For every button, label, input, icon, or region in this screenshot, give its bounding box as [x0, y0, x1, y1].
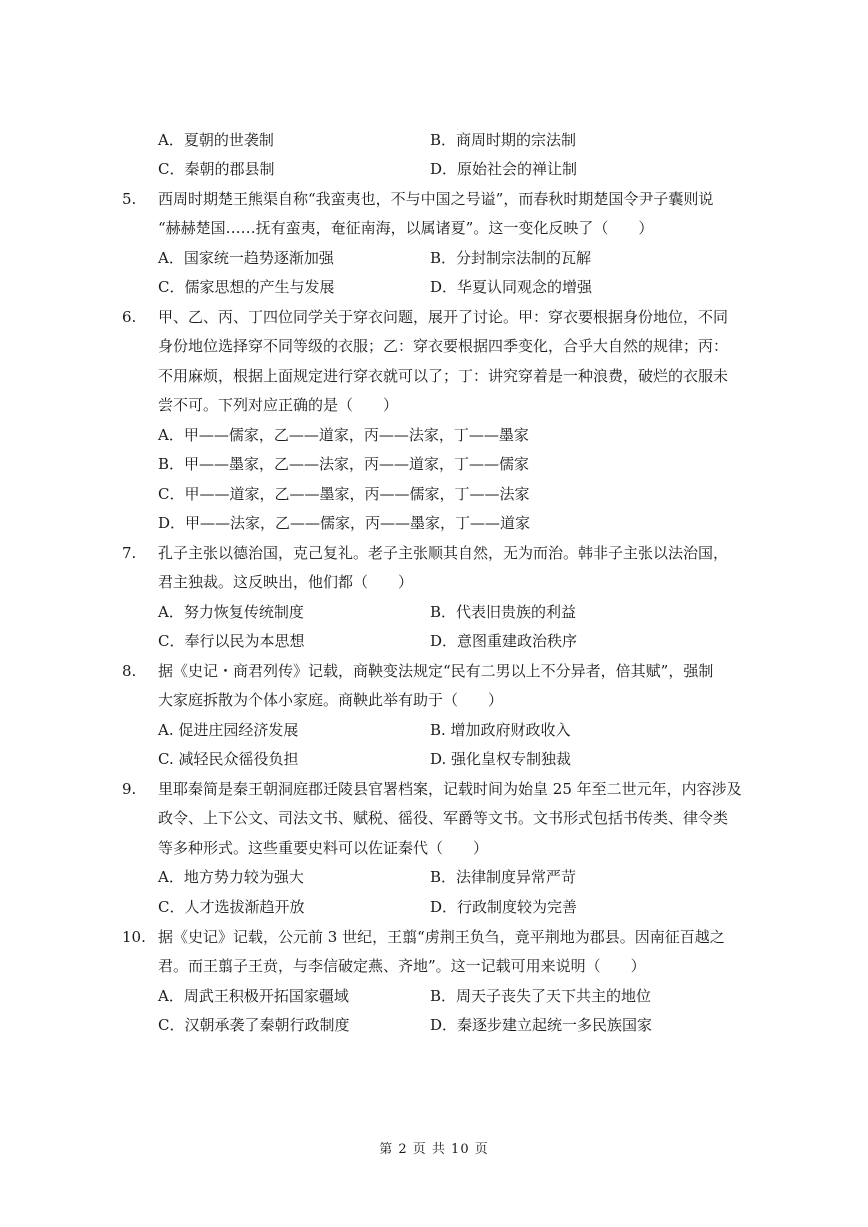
option-c: C．汉朝承袭了秦朝行政制度: [158, 1016, 350, 1034]
option-b: B. 增加政府财政收入: [430, 721, 571, 739]
option-a: A．国家统一趋势逐渐加强: [158, 249, 334, 267]
option-d: D．秦逐步建立起统一多民族国家: [430, 1016, 653, 1034]
question-number: 7.: [122, 544, 137, 562]
question-text: 不用麻烦，根据上面规定进行穿衣就可以了；丁：讲究穿着是一种浪费，破烂的衣服未: [158, 367, 729, 385]
option-b: B．商周时期的宗法制: [430, 131, 577, 149]
option-b: B．周天子丧失了天下共主的地位: [430, 987, 652, 1005]
option-b: B．代表旧贵族的利益: [430, 603, 577, 621]
question-text: 尝不可。下列对应正确的是（ ）: [158, 396, 399, 414]
option-a: A. 促进庄园经济发展: [158, 721, 299, 739]
option-c: C．甲——道家，乙——墨家，丙——儒家，丁——法家: [158, 485, 530, 503]
option-d: D．华夏认同观念的增强: [430, 278, 593, 296]
question-text: 西周时期楚王熊渠自称“我蛮夷也，不与中国之号谥”，而春秋时期楚国令尹子囊则说: [158, 190, 714, 208]
option-d: D．意图重建政治秩序: [430, 632, 578, 650]
option-a: A．努力恢复传统制度: [158, 603, 304, 621]
option-a: A．地方势力较为强大: [158, 868, 304, 886]
question-text: 里耶秦简是秦王朝洞庭郡迁陵县官署档案，记载时间为始皇 25 年至二世元年，内容涉及: [158, 780, 742, 798]
question-number: 6.: [122, 308, 137, 326]
question-text: 等多种形式。这些重要史料可以佐证秦代（ ）: [158, 839, 489, 857]
option-d: D．原始社会的禅让制: [430, 160, 578, 178]
question-text: 甲、乙、丙、丁四位同学关于穿衣问题，展开了讨论。甲：穿衣要根据身份地位，不同: [158, 308, 729, 326]
question-text: 孔子主张以德治国，克己复礼。老子主张顺其自然，无为而治。韩非子主张以法治国，: [158, 544, 729, 562]
question-text: 君。而王翦子王贲，与李信破定燕、齐地”。这一记载可用来说明（ ）: [158, 957, 646, 975]
question-text: 君主独裁。这反映出，他们都（ ）: [158, 573, 414, 591]
option-a: A．周武王积极开拓国家疆域: [158, 987, 349, 1005]
option-d: D．行政制度较为完善: [430, 898, 578, 916]
option-d: D．甲——法家，乙——儒家，丙——墨家，丁——道家: [158, 514, 531, 532]
question-number: 8.: [122, 662, 137, 680]
question-number: 9.: [122, 780, 137, 798]
option-d: D. 强化皇权专制独裁: [430, 750, 572, 768]
question-text: “赫赫楚国……抚有蛮夷，奄征南海，以属诸夏”。这一变化反映了（ ）: [158, 219, 654, 237]
question-text: 据《史记》记载，公元前 3 世纪，王翦“虏荆王负刍，竟平荆地为郡县。因南征百越之: [158, 928, 725, 946]
option-a: A．甲——儒家，乙——道家，丙——法家，丁——墨家: [158, 426, 529, 444]
page-footer: 第 2 页 共 10 页: [379, 1142, 489, 1157]
option-b: B．法律制度异常严苛: [430, 868, 577, 886]
option-b: B．甲——墨家，乙——法家，丙——道家，丁——儒家: [158, 455, 530, 473]
option-c: C．秦朝的郡县制: [158, 160, 275, 178]
question-text: 大家庭拆散为个体小家庭。商鞅此举有助于（ ）: [158, 691, 504, 709]
question-text: 身份地位选择穿不同等级的衣服；乙：穿衣要根据四季变化，合乎大自然的规律；丙：: [158, 337, 729, 355]
option-c: C．人才选拔渐趋开放: [158, 898, 305, 916]
option-a: A．夏朝的世袭制: [158, 131, 274, 149]
option-b: B．分封制宗法制的瓦解: [430, 249, 592, 267]
question-text: 据《史记・商君列传》记载，商鞅变法规定“民有二男以上不分异者，倍其赋”，强制: [158, 662, 714, 680]
question-number: 10.: [122, 928, 146, 946]
question-text: 政令、上下公文、司法文书、赋税、徭役、军爵等文书。文书形式包括书传类、律令类: [158, 809, 729, 827]
option-c: C. 减轻民众徭役负担: [158, 750, 299, 768]
option-c: C．儒家思想的产生与发展: [158, 278, 335, 296]
question-number: 5.: [122, 190, 137, 208]
option-c: C．奉行以民为本思想: [158, 632, 305, 650]
